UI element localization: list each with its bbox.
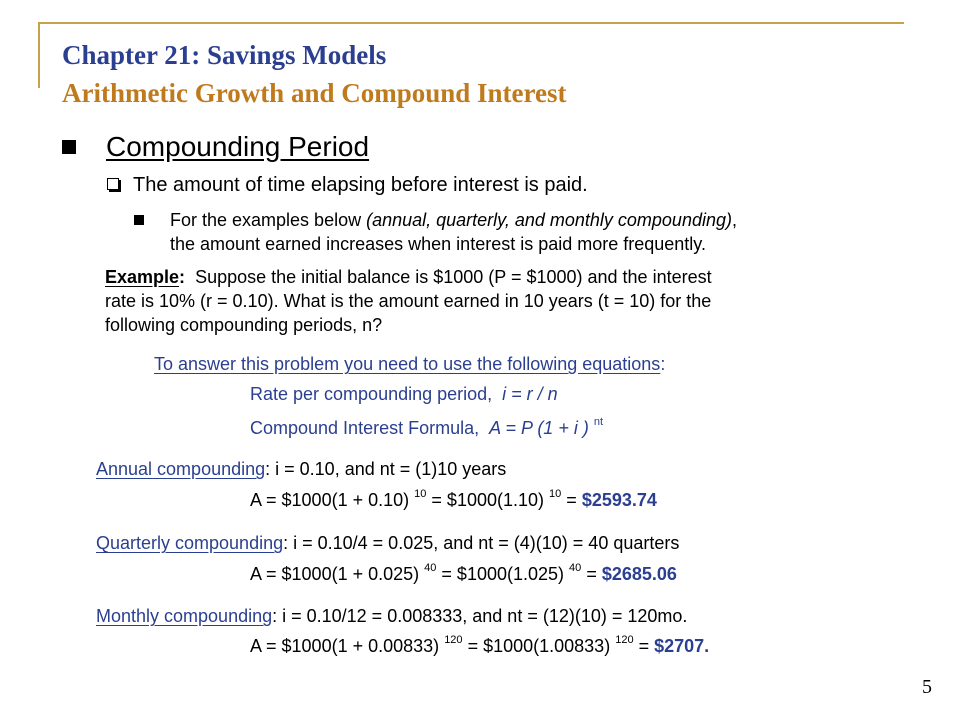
quarterly-calc-c: = [586,564,597,584]
bullet-square-icon [62,140,76,154]
note-line-2: the amount earned increases when interest is paid more frequently. [170,234,706,254]
title-frame-top-rule [38,22,904,24]
monthly-result: $2707. [654,636,710,656]
rate-equation [250,384,558,405]
monthly-exp-1: 120 [444,634,463,646]
monthly-calc-b: = $1000(1.00833) [467,636,611,656]
monthly-calc [250,636,709,657]
annual-calc-b: = $1000(1.10) [431,490,545,510]
quarterly-exp-2: 40 [569,562,582,574]
quarterly-calc-b: = $1000(1.025) [441,564,565,584]
quarterly-calc-a: A = $1000(1 + 0.025) [250,564,420,584]
monthly-line [96,606,687,627]
example-line-3: following compounding periods, n? [105,315,383,335]
small-square-bullet-icon [134,215,144,225]
section-heading: Compounding Period [106,131,370,162]
slide-subtitle: Arithmetic Growth and Compound Interest [62,78,567,108]
ci-label: Compound Interest Formula, [250,418,480,438]
example-line-2: rate is 10% (r = 0.10). What is the amount earned in 10 years (t = 10) for the [105,291,712,311]
note-comma: , [731,210,737,230]
monthly-calc-c: = [638,636,650,656]
equations-intro-colon: : [660,354,666,374]
quarterly-exp-1: 40 [424,562,437,574]
equations-intro [154,354,665,375]
example-label: Example [105,267,180,287]
monthly-exp-2: 120 [615,634,634,646]
annual-line [96,459,506,480]
note-text: For the examples below [170,210,367,230]
slide-title: Chapter 21: Savings Models [62,40,387,70]
annual-exp-1: 10 [414,488,427,500]
annual-calc-c: = [566,490,577,510]
annual-calc [250,490,657,511]
page-number: 5 [922,676,932,698]
note-italic: (annual, quarterly, and monthly compounding) [366,210,732,230]
annual-exp-2: 10 [549,488,562,500]
quarterly-line [96,533,679,554]
monthly-label: Monthly compounding [96,606,273,626]
example-line-1 [105,267,712,288]
monthly-desc: : i = 0.10/12 = 0.008333, and nt = (12)(10) = 120mo. [272,606,688,626]
annual-calc-a: A = $1000(1 + 0.10) [250,490,410,510]
annual-label: Annual compounding [96,459,266,479]
title-frame-left-rule [38,22,40,88]
quarterly-result: $2685.06 [601,564,677,584]
rate-label: Rate per compounding period, [250,384,493,404]
note-line-1 [170,210,737,231]
ci-formula: A = P (1 + i ) [489,418,589,438]
rate-formula: i = r / n [502,384,558,404]
definition-text: The amount of time elapsing before interest is paid. [133,174,588,196]
hollow-square-bullet-icon [107,178,119,190]
compound-interest-equation [250,418,603,439]
monthly-calc-a: A = $1000(1 + 0.00833) [250,636,440,656]
annual-result: $2593.74 [581,490,657,510]
equations-intro-link: To answer this problem you need to use the following equations [154,354,661,374]
example-text-1: Suppose the initial balance is $1000 (P = $1000) and the interest [195,267,712,287]
quarterly-calc [250,564,677,585]
quarterly-label: Quarterly compounding [96,533,284,553]
ci-exponent: nt [593,416,604,428]
annual-desc: : i = 0.10, and nt = (1)10 years [265,459,507,479]
quarterly-desc: : i = 0.10/4 = 0.025, and nt = (4)(10) = 40 quarters [283,533,680,553]
example-colon: : [179,267,186,287]
